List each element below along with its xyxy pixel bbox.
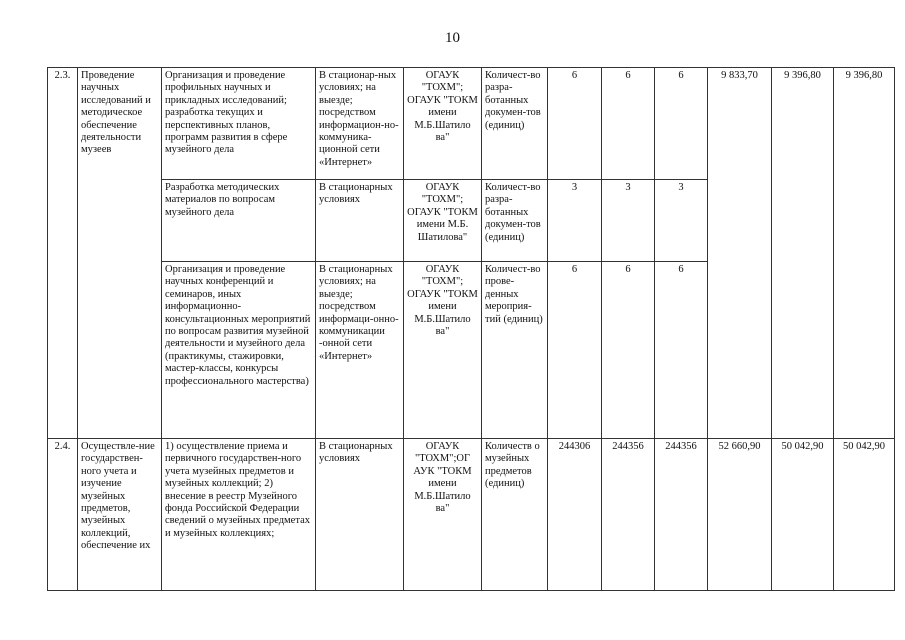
work-description: Организация и проведение научных конференций и семинаров, иных информационно-консультационных мероприятий по вопросам развития музейной деятельности и музейного дела (практикумы, стажировки, мастер-классы, конкурсы профессионального мастерства)	[162, 262, 316, 439]
finance-year-1: 9 833,70	[708, 68, 772, 439]
finance-year-1: 52 660,90	[708, 439, 772, 591]
executor: ОГАУК "ТОХМ"; ОГАУК "ТОКМ имени М.Б. Шатилова"	[404, 180, 482, 262]
conditions: В стационарных условиях	[316, 439, 404, 591]
value-year-2: 6	[602, 262, 655, 439]
conditions: В стационарных условиях; на выезде; посредством информаци-онно-коммуникации -онной сети «Интернет»	[316, 262, 404, 439]
executor: ОГАУК "ТОХМ";ОГ АУК "ТОКМ имени М.Б.Шатило ва"	[404, 439, 482, 591]
value-year-3: 3	[655, 180, 708, 262]
value-year-1: 3	[548, 180, 602, 262]
finance-year-3: 9 396,80	[834, 68, 895, 439]
finance-year-2: 50 042,90	[772, 439, 834, 591]
value-year-3: 244356	[655, 439, 708, 591]
executor: ОГАУК "ТОХМ"; ОГАУК "ТОКМ имени М.Б.Шатило ва"	[404, 262, 482, 439]
value-year-2: 3	[602, 180, 655, 262]
indicator: Количест-во прове-денных мероприя-тий (единиц)	[482, 262, 548, 439]
value-year-2: 6	[602, 68, 655, 180]
indicator: Количеств о музейных предметов (единиц)	[482, 439, 548, 591]
program-table	[47, 67, 895, 591]
table-row	[48, 68, 895, 180]
work-description: Разработка методических материалов по вопросам музейного дела	[162, 180, 316, 262]
work-description: Организация и проведение профильных научных и прикладных исследований; разработка текущих и перспективных планов, программ развития в сфере музейного дела	[162, 68, 316, 180]
indicator: Количест-во разра-ботанных докумен-тов (единиц)	[482, 68, 548, 180]
conditions: В стационар-ных условиях; на выезде; посредством информацион-но-коммуника-ционной сети «Интернет»	[316, 68, 404, 180]
work-description: 1) осуществление приема и первичного государствен-ного учета музейных предметов и музейных коллекций; 2) внесение в реестр Музейного фонда Российской Федерации сведений о музейных предметах и музейных коллекциях;	[162, 439, 316, 591]
page-number: 10	[445, 30, 460, 46]
value-year-3: 6	[655, 262, 708, 439]
value-year-1: 6	[548, 262, 602, 439]
value-year-1: 6	[548, 68, 602, 180]
finance-year-2: 9 396,80	[772, 68, 834, 439]
table-row	[48, 439, 895, 591]
indicator: Количест-во разра-ботанных докумен-тов (единиц)	[482, 180, 548, 262]
value-year-2: 244356	[602, 439, 655, 591]
value-year-1: 244306	[548, 439, 602, 591]
row-number: 2.3.	[48, 68, 78, 439]
conditions: В стационарных условиях	[316, 180, 404, 262]
row-number: 2.4.	[48, 439, 78, 591]
value-year-3: 6	[655, 68, 708, 180]
service-name: Осуществле-ние государствен-ного учета и изучение музейных предметов, музейных коллекций, обеспечение их	[78, 439, 162, 591]
service-name: Проведение научных исследований и методическое обеспечение деятельности музеев	[78, 68, 162, 439]
finance-year-3: 50 042,90	[834, 439, 895, 591]
executor: ОГАУК "ТОХМ"; ОГАУК "ТОКМ имени М.Б.Шатило ва"	[404, 68, 482, 180]
